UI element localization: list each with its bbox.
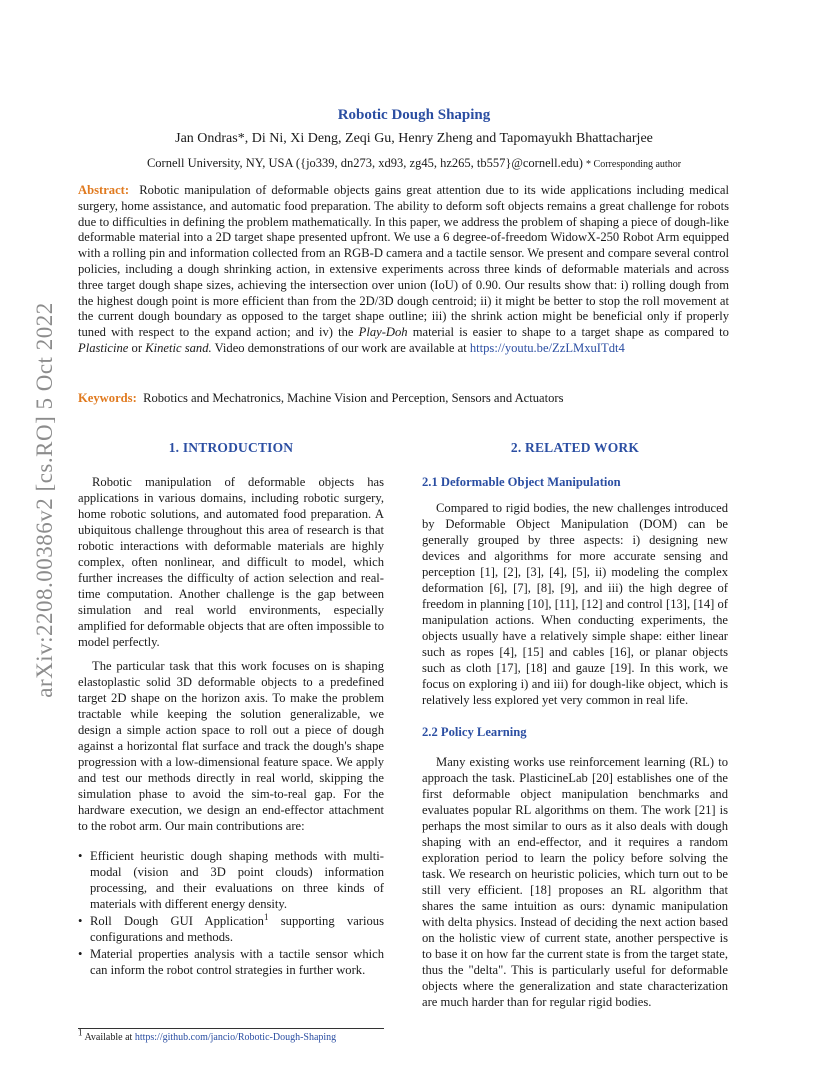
abstract-playdoh: Play-Doh — [358, 325, 408, 340]
contribution-item-1: • Efficient heuristic dough shaping methods with multi-modal (vision and 3D point clouds) information processing, and their evaluations on three kinds of materials with different energy density. — [90, 848, 384, 912]
abstract — [78, 183, 729, 357]
footnote-number: 1 — [78, 1027, 83, 1038]
contribution-item-2-text: Roll Dough GUI Application — [90, 914, 264, 928]
right-column — [422, 436, 728, 1018]
video-link[interactable]: https://youtu.be/ZzLMxuITdt4 — [469, 340, 625, 355]
contribution-item-3: • Material properties analysis with a tactile sensor which can inform the robot control strategies in further work. — [90, 946, 384, 978]
footnote-marker: 1 — [263, 911, 269, 922]
abstract-kinetic-sand: Kinetic sand. — [145, 340, 212, 355]
footnote-text: Available at — [84, 1032, 133, 1043]
section-heading-related-work: 2. RELATED WORK — [510, 440, 640, 455]
related-paragraph-1: Compared to rigid bodies, the new challenges introduced by Deformable Object Manipulation (DOM) can be generally grouped by three aspects: i) designing new devices and algorithms for more accurate sensing and perception [1], [2], [3], [4], [5], ii) modeling the complex deformation [6], [7], [8], [9], and iii) the high degree of freedom in planning [10], [11], [12] and control [13], [14] of manipulation actions. When conducting experiments, the objects usually have a relatively simple shape: either linear such as ropes [4], [15] and cables [16], or planar objects such as cloth [17], [18] and gauze [19]. In this work, we focus on exploring i) and iii) for dough-like object, which is relatively less explored yet very common in real life. — [422, 501, 728, 707]
keywords-text: Robotics and Mechatronics, Machine Vision and Perception, Sensors and Actuators — [143, 391, 564, 405]
keywords-label: Keywords: — [78, 391, 137, 405]
footnote — [78, 1028, 384, 1043]
github-link[interactable]: https://github.com/jancio/Robotic-Dough-Shaping — [134, 1032, 337, 1043]
paper-title: Robotic Dough Shaping — [337, 107, 491, 123]
abstract-text-3: Video demonstrations of our work are available at — [214, 340, 467, 355]
affiliation-text: Cornell University, NY, USA ({jo339, dn273, xd93, zg45, hz265, tb557}@cornell.edu) — [146, 156, 583, 170]
keywords — [78, 391, 729, 406]
intro-paragraph-2: The particular task that this work focuses on is shaping elastoplastic solid 3D deformable objects to a predefined target 2D shape on the horizon axis. To make the problem tractable while keeping the solution generalizable, we design a simple action space to roll out a piece of dough against a horizontal flat surface and track the dough's shape progression with a low-dimensional feature space. We apply and test our methods directly in real world, skipping the simulation phase to avoid the sim-to-real gap. For the hardware execution, we design an end-effector attachment to the robot arm. Our main contributions are: — [78, 659, 384, 833]
affiliation — [0, 156, 828, 171]
section-heading-introduction: 1. INTRODUCTION — [168, 440, 294, 455]
abstract-or: or — [131, 340, 143, 355]
abstract-text-1: Robotic manipulation of deformable objects gains great attention due to its wide applications including medical surgery, home assistance, and automatic food preparation. The ability to deform soft objects remains a great challenge for robots due to difficulties in defining the problem mathematically. In this paper, we address the problem of shaping a piece of dough-like deformable material into a 2D target shape presented upfront. We use a 6 degree-of-freedom WidowX-250 Robot Arm equipped with a rolling pin and information collected from an RGB-D camera and a tactile sensor. We present and compare several control policies, including a dough shrinking action, in extensive experiments across three kinds of deformable materials and across three target dough shape sizes, achieving the intersection over union (IoU) of 0.90. Our results show that: i) rolling dough from the highest dough point is more efficient than from the 2D/3D dough centroid; ii) it might be better to stop the roll movement at the current dough boundary as opposed to the target shape outline; iii) the shrink action might be beneficial only if properly tuned with respect to the expand action; and iv) the — [78, 183, 729, 340]
arxiv-identifier-text: arXiv:2208.00386v2 [cs.RO] 5 Oct 2022 — [32, 302, 57, 698]
contribution-item-2 — [90, 913, 384, 945]
related-paragraph-2: Many existing works use reinforcement learning (RL) to approach the task. PlasticineLab [20] establishes one of the first deformable object manipulation benchmarks and evaluates popular RL algorithms on them. The work [21] is perhaps the most similar to ours as it also deals with dough shaping with an end-effector, and it requires a random exploration period to learn the policy before solving the task. We research on heuristic policies, which turn out to be still very efficient. [18] proposes an RL algorithm that shares the same intuition as ours: dynamic manipulation with delta physics. Instead of deciding the next action based on the holistic view of current state, another perspective is to base it on how far the current state is from the target state, thus the "delta". This is particularly useful for deformable objects where the generalization and state characterization are much harder than for regular rigid bodies. — [422, 755, 728, 1009]
corresponding-author-note: * Corresponding author — [586, 159, 682, 170]
subsection-heading-policy-learning: 2.2 Policy Learning — [422, 725, 527, 739]
abstract-text-2: material is easier to shape to a target shape as compared to — [412, 325, 729, 340]
abstract-plasticine: Plasticine — [78, 340, 129, 355]
arxiv-identifier — [20, 290, 70, 710]
contribution-item-2-rest: supporting various configurations and methods. — [90, 914, 384, 944]
left-column — [78, 436, 384, 979]
author-list: Jan Ondras*, Di Ni, Xi Deng, Zeqi Gu, Henry Zheng and Tapomayukh Bhattacharjee — [175, 131, 653, 146]
abstract-label: Abstract: — [78, 183, 130, 197]
contributions-list — [78, 848, 384, 978]
intro-paragraph-1: Robotic manipulation of deformable objects has applications in various domains, including robotic surgery, home robotic solutions, and automated food preparation. A ubiquitous challenge throughout this area of research is that robotic interactions with deformable materials are highly complex, often nonlinear, and difficult to model, which further increases the difficulty of action selection and real-time computation. Another challenge is the gap between simulation and real world environments, especially amplified for deformable objects that are often impossible to model perfectly. — [78, 475, 384, 649]
subsection-heading-deformable: 2.1 Deformable Object Manipulation — [422, 475, 621, 489]
